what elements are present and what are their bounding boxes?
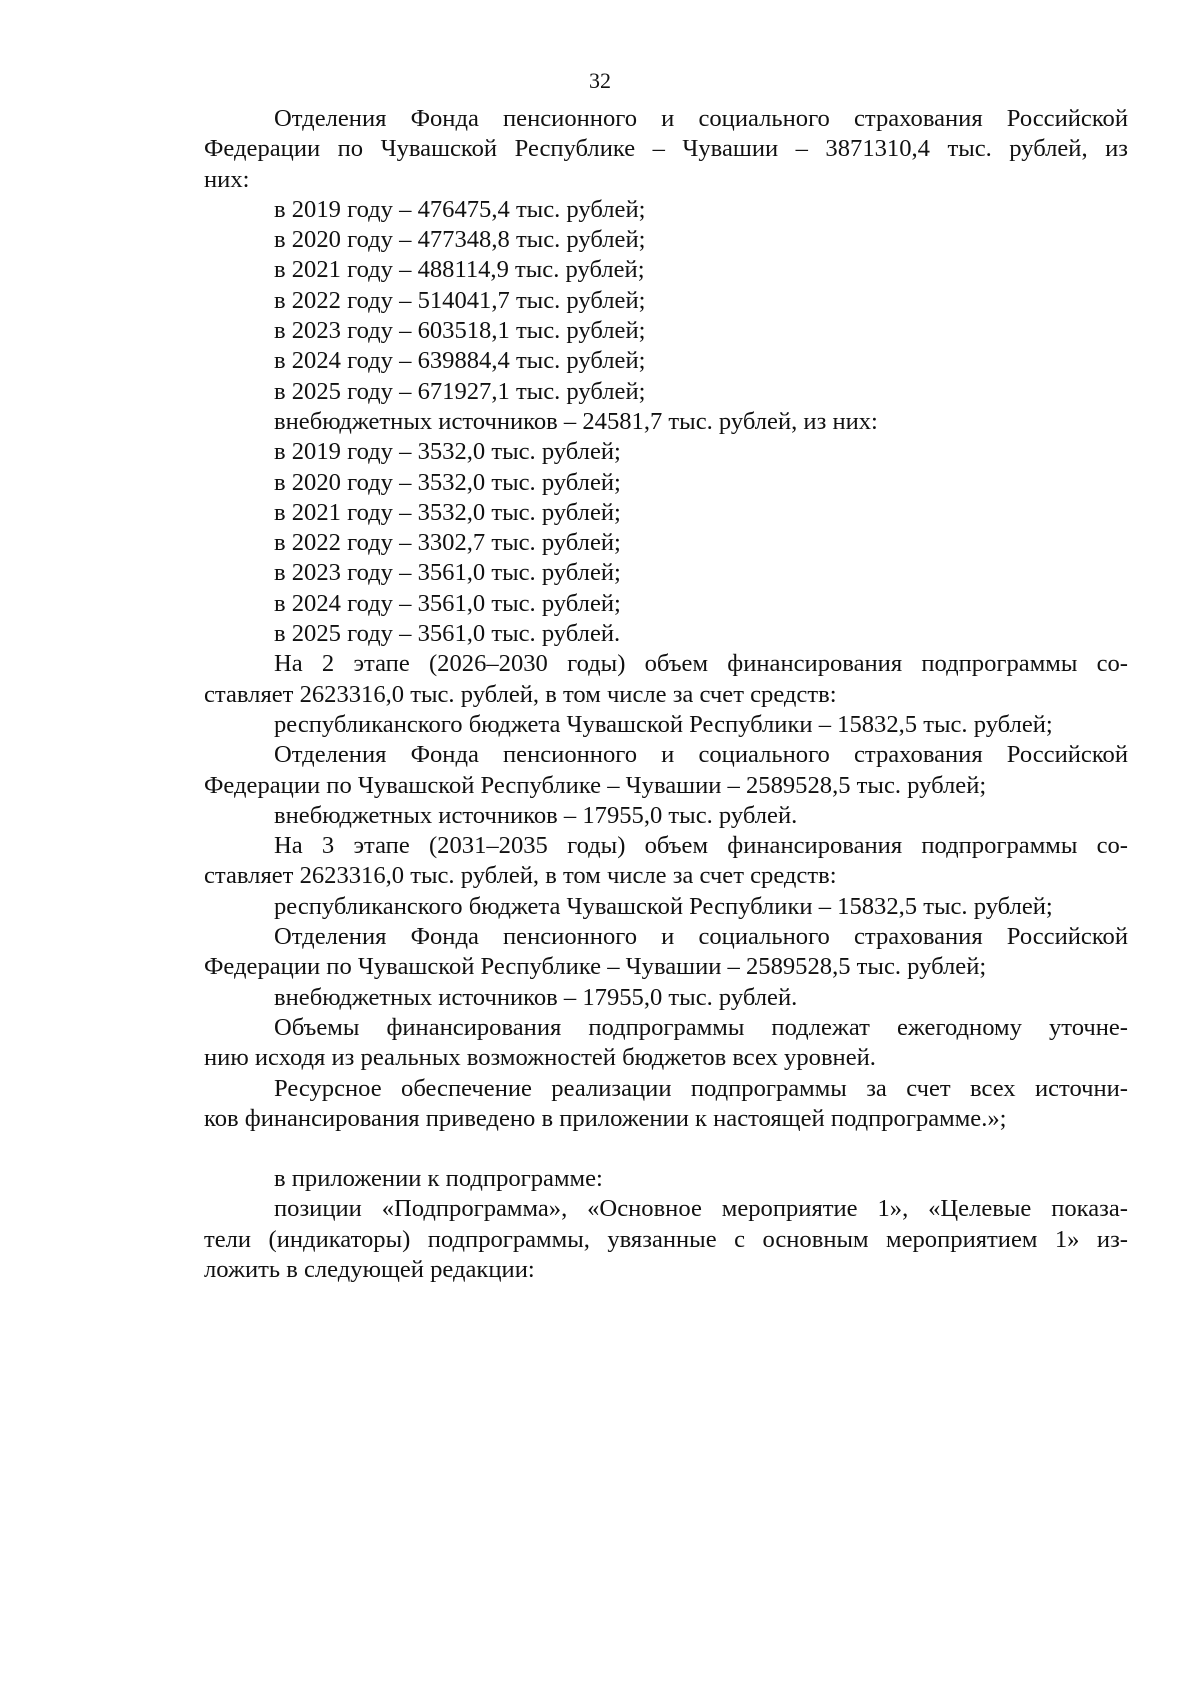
text-line: в 2024 году – 3561,0 тыс. рублей;	[274, 589, 621, 617]
paragraph-gap	[204, 1134, 1128, 1164]
text-line: Федерации по Чувашской Республике – Чувашии – 2589528,5 тыс. рублей;	[204, 953, 987, 981]
text-line: Ресурсное обеспечение реализации подпрограммы за счет всех источни-	[274, 1074, 1128, 1102]
text-line: нию исходя из реальных возможностей бюджетов всех уровней.	[204, 1044, 876, 1072]
text-line: Федерации по Чувашской Республике – Чувашии – 3871310,4 тыс. рублей, из	[204, 135, 1128, 163]
text-line: республиканского бюджета Чувашской Республики – 15832,5 тыс. рублей;	[274, 710, 1053, 738]
text-line: в 2023 году – 603518,1 тыс. рублей;	[274, 317, 646, 345]
text-line: в 2022 году – 3302,7 тыс. рублей;	[274, 529, 621, 557]
text-line: Отделения Фонда пенсионного и социального страхования Российской	[274, 105, 1128, 132]
text-line: в 2025 году – 671927,1 тыс. рублей;	[274, 377, 646, 405]
text-line: в 2019 году – 476475,4 тыс. рублей;	[274, 195, 646, 223]
text-line: в 2023 году – 3561,0 тыс. рублей;	[274, 559, 621, 587]
text-line: в 2024 году – 639884,4 тыс. рублей;	[274, 347, 646, 375]
text-line: ложить в следующей редакции:	[204, 1255, 535, 1283]
text-line: внебюджетных источников – 17955,0 тыс. рублей.	[274, 801, 798, 829]
text-line: в 2019 году – 3532,0 тыс. рублей;	[274, 438, 621, 466]
page-number: 32	[589, 68, 611, 93]
text-line: тели (индикаторы) подпрограммы, увязанные с основным мероприятием 1» из-	[204, 1225, 1128, 1253]
text-line: в 2025 году – 3561,0 тыс. рублей.	[274, 620, 621, 648]
text-line: в приложении к подпрограмме:	[274, 1165, 603, 1193]
text-line: республиканского бюджета Чувашской Республики – 15832,5 тыс. рублей;	[274, 892, 1053, 920]
text-line: ков финансирования приведено в приложении к настоящей подпрограмме.»;	[204, 1104, 1007, 1132]
text-line: Федерации по Чувашской Республике – Чувашии – 2589528,5 тыс. рублей;	[204, 771, 987, 799]
text-line: ставляет 2623316,0 тыс. рублей, в том числе за счет средств:	[204, 680, 837, 708]
text-line: На 2 этапе (2026–2030 годы) объем финансирования подпрограммы со-	[274, 650, 1128, 678]
text-line: Отделения Фонда пенсионного и социального страхования Российской	[274, 741, 1128, 769]
text-line: внебюджетных источников – 17955,0 тыс. рублей.	[274, 983, 798, 1011]
text-line: позиции «Подпрограмма», «Основное мероприятие 1», «Целевые показа-	[274, 1195, 1128, 1223]
text-line: в 2022 году – 514041,7 тыс. рублей;	[274, 286, 646, 314]
text-line: Объемы финансирования подпрограммы подлежат ежегодному уточне-	[274, 1013, 1128, 1041]
text-line: Отделения Фонда пенсионного и социального страхования Российской	[274, 923, 1128, 951]
text-line: На 3 этапе (2031–2035 годы) объем финансирования подпрограммы со-	[274, 832, 1128, 860]
text-line: ставляет 2623316,0 тыс. рублей, в том числе за счет средств:	[204, 862, 837, 890]
text-line: в 2021 году – 488114,9 тыс. рублей;	[274, 256, 645, 284]
text-line: внебюджетных источников – 24581,7 тыс. рублей, из них:	[274, 407, 878, 435]
text-line: в 2021 году – 3532,0 тыс. рублей;	[274, 498, 621, 526]
document-body	[204, 104, 1128, 1285]
text-line: в 2020 году – 3532,0 тыс. рублей;	[274, 468, 621, 496]
text-line: в 2020 году – 477348,8 тыс. рублей;	[274, 226, 646, 254]
text-line: них:	[204, 165, 250, 193]
